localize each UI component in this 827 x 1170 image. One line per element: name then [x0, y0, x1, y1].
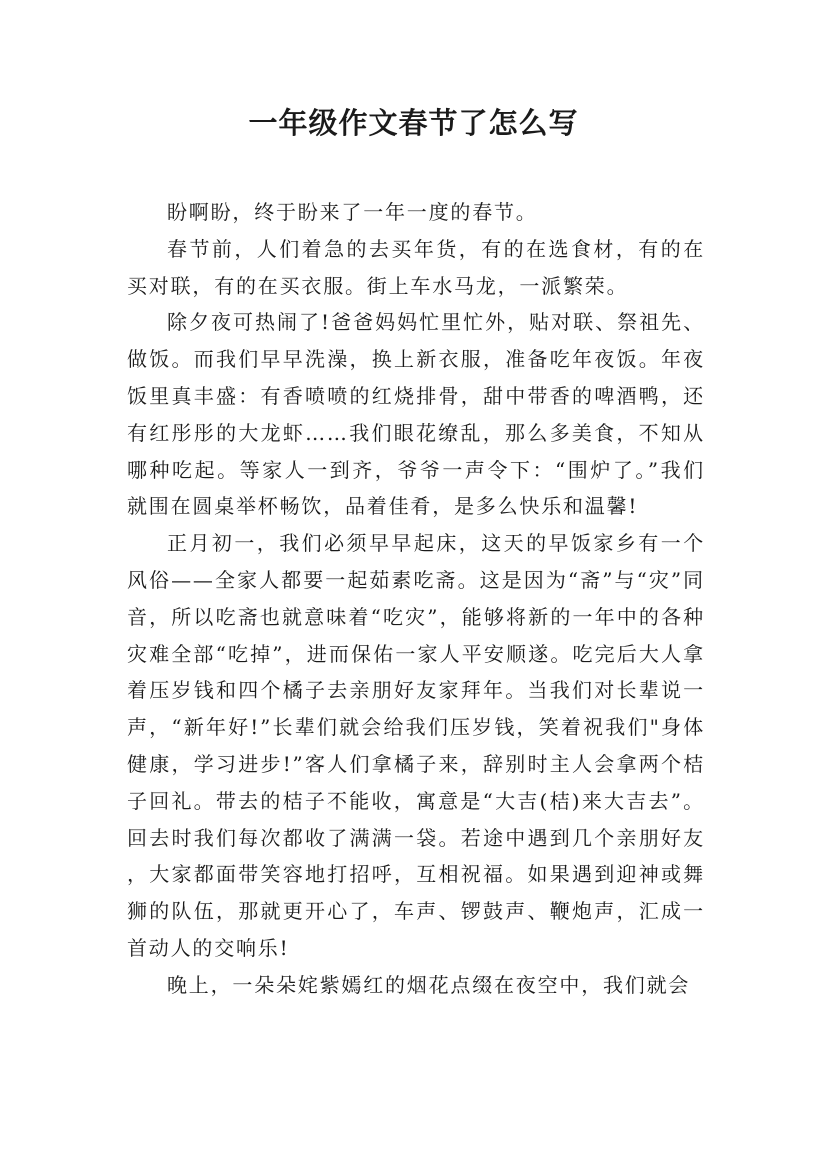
paragraph-1: 盼啊盼，终于盼来了一年一度的春节。 [167, 200, 538, 224]
document-title: 一年级作文春节了怎么写 [248, 106, 579, 140]
paragraph-5: 晚上，一朵朵姹紫嫣红的烟花点缀在夜空中，我们就会 [167, 972, 691, 997]
paragraph-4: 正月初一，我们必须早早起床，这天的早饭家乡有一个风俗——全家人都要一起茹素吃斋。这是因为“斋”与“灾”同音，所以吃斋也就意味着“吃灾”，能够将新的一年中的各种灾难全部“吃掉”，进而保佑一家人平安顺遂。吃完后大人拿着压岁钱和四个橘子去亲朋好友家拜年。当我们对长辈说一声，“新年好!”长辈们就会给我们压岁钱，笑着祝我们"身体健康，学习进步!”客人们拿橘子来，辞别时主人会拿两个桔子回礼。带去的桔子不能收，寓意是“大吉(桔)来大吉去”。回去时我们每次都收了满满一袋。若途中遇到几个亲朋好友，大家都面带笑容地打招呼，互相祝福。如果遇到迎神或舞狮的队伍，那就更开心了，车声、锣鼓声、鞭炮声，汇成一首动人的交响乐! [127, 531, 705, 960]
paragraph-3: 除夕夜可热闹了!爸爸妈妈忙里忙外，贴对联、祭祖先、做饭。而我们早早洗澡，换上新衣服，准备吃年夜饭。年夜饭里真丰盛：有香喷喷的红烧排骨，甜中带香的啤酒鸭，还有红彤彤的大龙虾……我们眼花缭乱，那么多美食，不知从哪种吃起。等家人一到齐，爷爷一声令下：“围炉了。”我们就围在圆桌举杯畅饮，品着佳肴，是多么快乐和温馨! [127, 310, 705, 519]
document-body [127, 194, 705, 1004]
paragraph-2: 春节前，人们着急的去买年货，有的在选食材，有的在买对联，有的在买衣服。街上车水马龙，一派繁荣。 [127, 236, 705, 298]
